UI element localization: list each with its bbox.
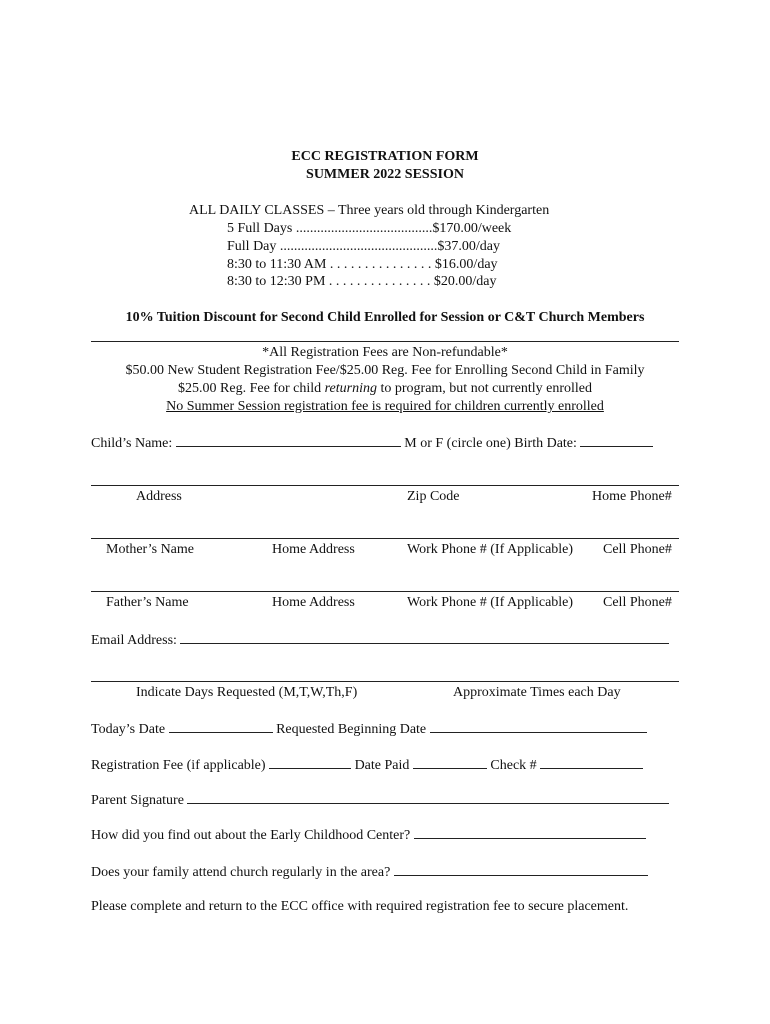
classes-heading: ALL DAILY CLASSES – Three years old through Kindergarten — [189, 203, 550, 218]
date-paid-field[interactable] — [413, 755, 487, 769]
discount-note: 10% Tuition Discount for Second Child Enrolled for Session or C&T Church Members — [125, 310, 645, 325]
found-out-label: How did you find out about the Early Childhood Center? — [91, 828, 411, 843]
father-work-phone-label: Work Phone # (If Applicable) — [407, 595, 574, 610]
found-out-row — [91, 825, 646, 844]
fees-returning: $25.00 Reg. Fee for child returning to program, but not currently enrolled — [178, 381, 592, 396]
church-label: Does your family attend church regularly in the area? — [91, 865, 391, 880]
beginning-date-field[interactable] — [430, 719, 647, 733]
price-row-1230: 8:30 to 12:30 PM . . . . . . . . . . . . . . . $20.00/day — [227, 274, 497, 289]
found-out-field[interactable] — [414, 825, 646, 839]
signature-label: Parent Signature — [91, 793, 184, 808]
days-field-line[interactable] — [91, 681, 679, 682]
child-name-label: Child’s Name: — [91, 436, 173, 451]
beginning-date-label: Requested Beginning Date — [276, 722, 427, 737]
check-field[interactable] — [540, 755, 643, 769]
price-row-1130: 8:30 to 11:30 AM . . . . . . . . . . . . . . . $16.00/day — [227, 257, 498, 272]
email-label: Email Address: — [91, 633, 177, 648]
fees-no-summer: No Summer Session registration fee is required for children currently enrolled — [166, 399, 604, 414]
todays-date-label: Today’s Date — [91, 722, 166, 737]
zip-label: Zip Code — [407, 489, 460, 504]
check-label: Check # — [490, 758, 537, 773]
price-row-full-day: Full Day .............................................$37.00/day — [227, 239, 500, 254]
price-row-five-days: 5 Full Days .......................................$170.00/week — [227, 221, 512, 236]
church-field[interactable] — [394, 862, 648, 876]
church-row — [91, 862, 648, 881]
address-field-line[interactable] — [91, 485, 679, 486]
birth-date-field[interactable] — [580, 433, 653, 447]
father-cell-phone-label: Cell Phone# — [603, 595, 672, 610]
mother-field-line[interactable] — [91, 538, 679, 539]
father-home-address-label: Home Address — [272, 595, 355, 610]
session-title: SUMMER 2022 SESSION — [306, 167, 464, 182]
mother-name-label: Mother’s Name — [106, 542, 194, 557]
fees-nonrefundable: *All Registration Fees are Non-refundable* — [262, 345, 508, 360]
child-name-row — [91, 433, 653, 452]
footer-instructions: Please complete and return to the ECC office with required registration fee to secure placement. — [91, 899, 629, 914]
mother-home-address-label: Home Address — [272, 542, 355, 557]
home-phone-label: Home Phone# — [592, 489, 672, 504]
signature-row — [91, 790, 669, 809]
reg-fee-field[interactable] — [269, 755, 351, 769]
signature-field[interactable] — [187, 790, 669, 804]
approx-times-label: Approximate Times each Day — [453, 685, 621, 700]
father-field-line[interactable] — [91, 591, 679, 592]
date-paid-label: Date Paid — [354, 758, 410, 773]
fees-new-student: $50.00 New Student Registration Fee/$25.00 Reg. Fee for Enrolling Second Child in Family — [125, 363, 645, 378]
days-requested-label: Indicate Days Requested (M,T,W,Th,F) — [136, 685, 358, 700]
email-row — [91, 630, 669, 649]
email-field[interactable] — [180, 630, 669, 644]
dates-row — [91, 719, 647, 738]
mother-work-phone-label: Work Phone # (If Applicable) — [407, 542, 574, 557]
address-label: Address — [136, 489, 182, 504]
form-title: ECC REGISTRATION FORM — [291, 149, 479, 164]
child-name-field[interactable] — [176, 433, 401, 447]
payment-row — [91, 755, 643, 774]
divider — [91, 341, 679, 342]
mother-cell-phone-label: Cell Phone# — [603, 542, 672, 557]
reg-fee-label: Registration Fee (if applicable) — [91, 758, 266, 773]
father-name-label: Father’s Name — [106, 595, 189, 610]
gender-birthdate-label: M or F (circle one) Birth Date: — [404, 436, 577, 451]
todays-date-field[interactable] — [169, 719, 273, 733]
